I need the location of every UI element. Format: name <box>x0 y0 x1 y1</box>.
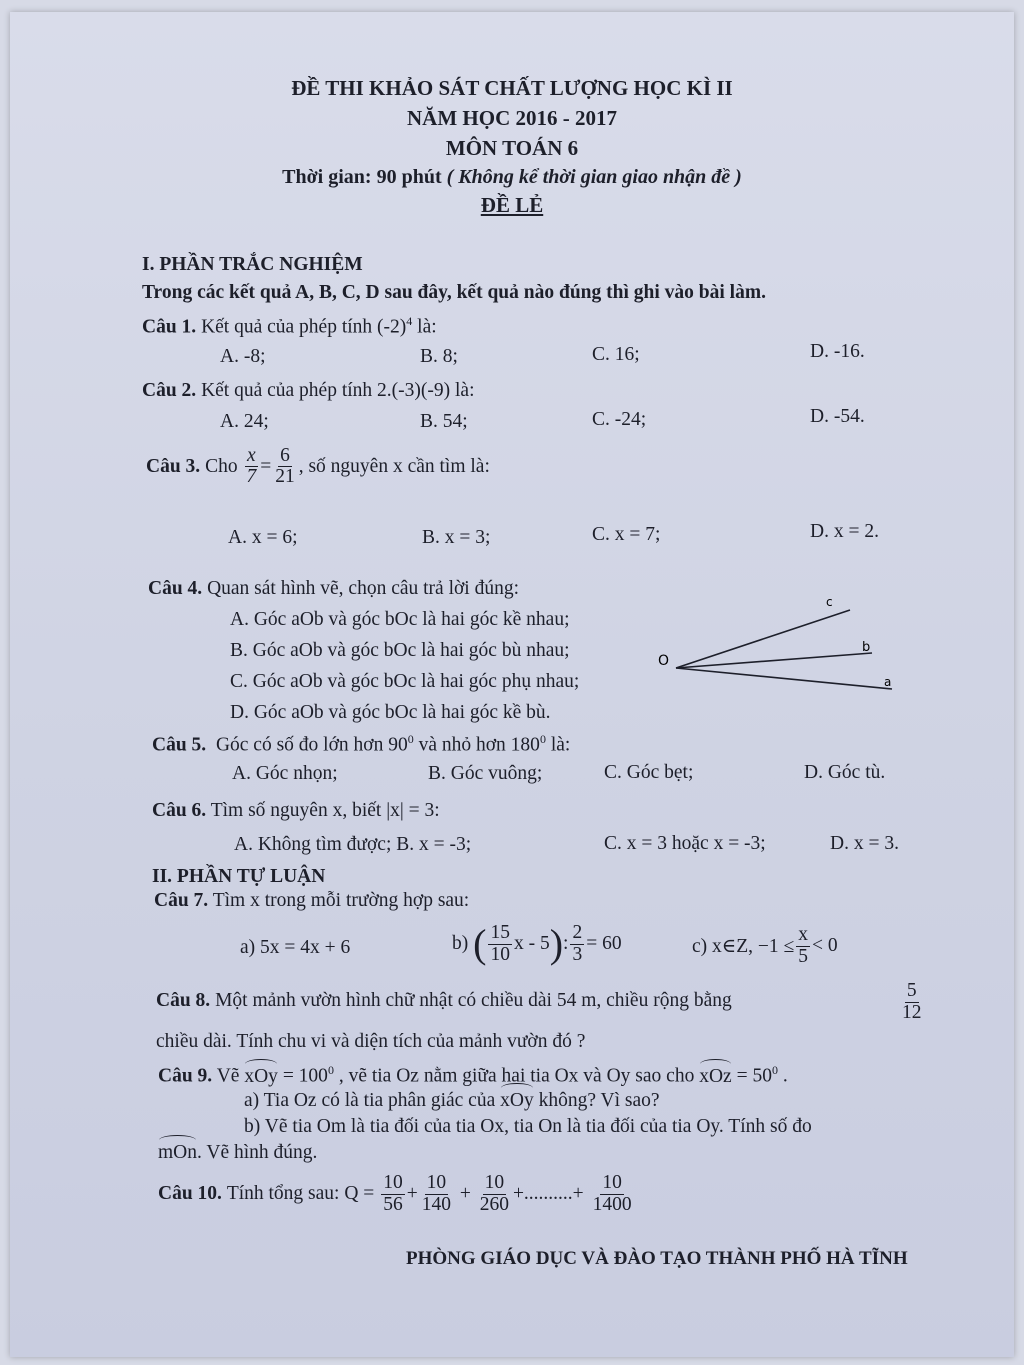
q3-option-c: C. x = 7; <box>592 524 661 545</box>
q9-part-a: a) Tia Oz có là tia phân giác của xOy không? Vì sao? <box>244 1090 660 1111</box>
part2-heading: II. PHẦN TỰ LUẬN <box>152 866 326 887</box>
q5-option-a: A. Góc nhọn; <box>232 763 338 784</box>
ray-ob <box>676 653 872 668</box>
q7-b-fraction-1: $\frac{15}{10}$ <box>490 922 510 965</box>
question-7: Câu 7. Tìm x trong mỗi trường hợp sau: <box>154 890 470 911</box>
ray-oa <box>676 668 892 689</box>
q3-option-a: A. x = 6; <box>228 527 298 548</box>
q7-c-fraction: $\frac{x}{5}$ <box>798 924 808 967</box>
q4-option-a: A. Góc aOb và góc bOc là hai góc kề nhau; <box>230 609 570 630</box>
q7-part-c: c) x∈Z, −1 ≤ $\frac{x}{5}$ < 0 <box>692 924 838 967</box>
label-b: b <box>862 640 871 655</box>
q5-option-c: C. Góc bẹt; <box>604 762 694 783</box>
q10-term-1: $\frac{10}{56}$ <box>383 1172 403 1215</box>
q3-fraction-1: $\frac{x}{7}$ <box>246 445 257 488</box>
q5-option-b: B. Góc vuông; <box>428 763 543 784</box>
q8-fraction-wrap <box>898 974 926 1030</box>
time-line: Thời gian: 90 phút ( Không kể thời gian giao nhận đề ) <box>282 166 742 188</box>
label-o: O <box>658 653 670 669</box>
exam-variant: ĐỀ LẺ <box>480 193 544 217</box>
q6-option-d: D. x = 3. <box>830 833 899 854</box>
angle-figure <box>650 590 910 700</box>
q10-term-2: $\frac{10}{140}$ <box>421 1172 451 1215</box>
q1-option-d: D. -16. <box>810 341 865 362</box>
question-1: Câu 1. Kết quả của phép tính $(-2)^4$ là: <box>142 314 437 338</box>
q6-option-c: C. x = 3 hoặc x = -3; <box>604 833 766 854</box>
q5-option-d: D. Góc tù. <box>804 762 886 783</box>
q7-b-fraction-2: $\frac{2}{3}$ <box>572 922 583 965</box>
angle-xoy-2: xOy <box>500 1090 534 1111</box>
q2-option-b: B. 54; <box>420 411 468 432</box>
q4-option-b: B. Góc aOb và góc bOc là hai góc bù nhau; <box>230 640 570 661</box>
question-8: Câu 8. Một mảnh vườn hình chữ nhật có chiều dài 54 m, chiều rộng bằng <box>156 990 732 1011</box>
q4-option-d: D. Góc aOb và góc bOc là hai góc kề bù. <box>230 702 551 723</box>
q10-term-3: $\frac{10}{260}$ <box>479 1172 509 1215</box>
q4-option-c: C. Góc aOb và góc bOc là hai góc phụ nhau; <box>230 671 580 692</box>
q6-option-ab: A. Không tìm được; B. x = -3; <box>234 834 472 855</box>
q7-part-a: a) 5x = 4x + 6 <box>240 937 351 958</box>
q3-option-d: D. x = 2. <box>810 521 879 542</box>
q8-fraction: $\frac{5}{12}$ <box>902 980 922 1023</box>
question-6: Câu 6. Tìm số nguyên x, biết |x| = 3: <box>152 800 440 821</box>
question-10: Câu 10. Tính tổng sau: Q = $\frac{10}{56}$ + $\frac{10}{140}$ + $\frac{10}{260}$ +..........+ $\frac{10}{1400}$ <box>158 1172 632 1215</box>
q2-option-c: C. -24; <box>592 409 647 430</box>
question-5: Câu 5. Góc có số đo lớn hơn $90^0$ và nhỏ hơn $180^0$ là: <box>152 732 571 756</box>
q3-option-b: B. x = 3; <box>422 527 491 548</box>
q1-option-a: A. -8; <box>220 346 266 367</box>
angle-mon: mOn <box>158 1142 197 1163</box>
question-9: Câu 9. Vẽ xOy = $100^0$ , vẽ tia Oz nằm giữa hai tia Ox và Oy sao cho xOz = $50^0$ . <box>158 1063 788 1087</box>
school-year: NĂM HỌC 2016 - 2017 <box>407 106 617 130</box>
question-4: Câu 4. Quan sát hình vẽ, chọn câu trả lời đúng: <box>148 578 520 599</box>
q1-option-b: B. 8; <box>420 346 458 367</box>
ray-oc <box>676 610 850 668</box>
q2-option-d: D. -54. <box>810 406 865 427</box>
subject: MÔN TOÁN 6 <box>445 136 579 160</box>
question-2: Câu 2. Kết quả của phép tính 2.(-3)(-9) là: <box>142 380 475 401</box>
q1-option-c: C. 16; <box>592 344 640 365</box>
label-a: a <box>884 675 892 689</box>
question-3: Câu 3. Cho $\frac{x}{7}$ = $\frac{6}{21}$ , số nguyên x cần tìm là: <box>146 445 490 488</box>
part1-instruction: Trong các kết quả A, B, C, D sau đây, kết quả nào đúng thì ghi vào bài làm. <box>142 282 766 303</box>
q3-fraction-2: $\frac{6}{21}$ <box>275 445 295 488</box>
label-c: c <box>826 595 833 609</box>
angle-xoy: xOy <box>244 1065 278 1087</box>
q9-part-b: b) Vẽ tia Om là tia đối của tia Ox, tia On là tia đối của tia Oy. Tính số đo <box>244 1116 812 1137</box>
q10-term-last: $\frac{10}{1400}$ <box>592 1172 632 1215</box>
exam-title: ĐỀ THI KHẢO SÁT CHẤT LƯỢNG HỌC KÌ II <box>291 76 733 100</box>
part1-heading: I. PHẦN TRẮC NGHIỆM <box>142 254 363 275</box>
question-8-line-2: chiều dài. Tính chu vi và diện tích của mảnh vườn đó ? <box>156 1031 586 1052</box>
angle-xoz: xOz <box>699 1065 732 1087</box>
q7-part-b: b) ( $\frac{15}{10}$ x - 5 ) : $\frac{2}{3}$ = 60 <box>452 921 622 966</box>
issuing-office: PHÒNG GIÁO DỤC VÀ ĐÀO TẠO THÀNH PHỐ HÀ TĨNH <box>406 1248 908 1269</box>
q2-option-a: A. 24; <box>220 411 269 432</box>
q9-part-b-line-2: mOn. Vẽ hình đúng. <box>158 1142 318 1163</box>
